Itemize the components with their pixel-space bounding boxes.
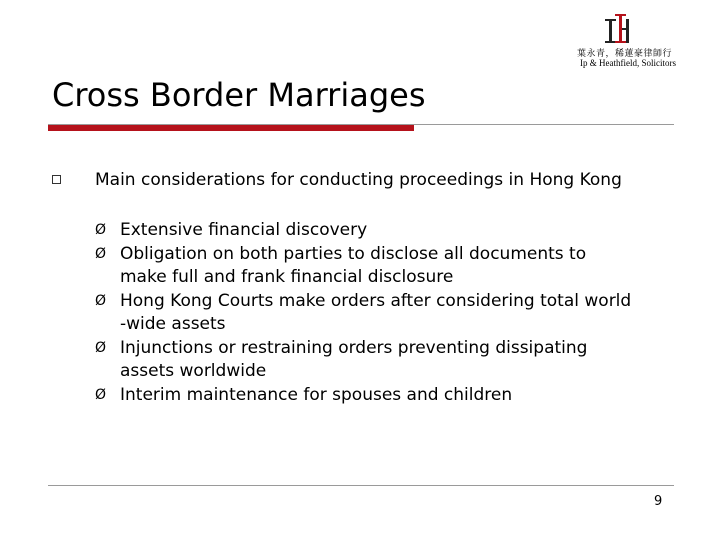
hollow-square-icon	[52, 175, 61, 184]
slide-title: Cross Border Marriages	[52, 76, 426, 114]
sub-point-text: Injunctions or restraining orders preventing dissipating	[120, 337, 588, 358]
sub-point-text-continued: assets worldwide	[120, 361, 267, 381]
sub-point-text-continued: -wide assets	[120, 314, 226, 334]
arrow-bullet-icon: Ø	[95, 292, 107, 309]
arrow-bullet-icon: Ø	[95, 222, 107, 238]
sub-point	[95, 243, 685, 290]
sub-point-text-continued: make full and frank financial disclosure	[120, 267, 454, 287]
sub-point-list	[95, 219, 685, 407]
sub-point	[95, 384, 685, 408]
firm-logo	[600, 14, 636, 44]
main-point: Main considerations for conducting proceedings in Hong Kong	[95, 170, 622, 190]
sub-point-text: Interim maintenance for spouses and children	[120, 384, 513, 405]
sub-point	[95, 337, 685, 384]
sub-point-text: Extensive financial discovery	[120, 220, 368, 240]
sub-point	[95, 290, 685, 337]
arrow-bullet-icon: Ø	[95, 245, 107, 262]
sub-point-text: Obligation on both parties to disclose all documents to	[120, 243, 587, 264]
arrow-bullet-icon: Ø	[95, 386, 107, 403]
firm-name-chinese: 葉永青，稀蓮豪律師行	[576, 49, 672, 59]
sub-point-text: Hong Kong Courts make orders after considering total world	[120, 290, 632, 311]
footer-divider	[48, 485, 674, 486]
sub-point	[95, 219, 685, 243]
title-accent-bar	[48, 125, 414, 131]
page-number: 9	[654, 494, 663, 509]
arrow-bullet-icon: Ø	[95, 339, 107, 356]
firm-name-english: Ip & Heathfield, Solicitors	[580, 58, 676, 68]
